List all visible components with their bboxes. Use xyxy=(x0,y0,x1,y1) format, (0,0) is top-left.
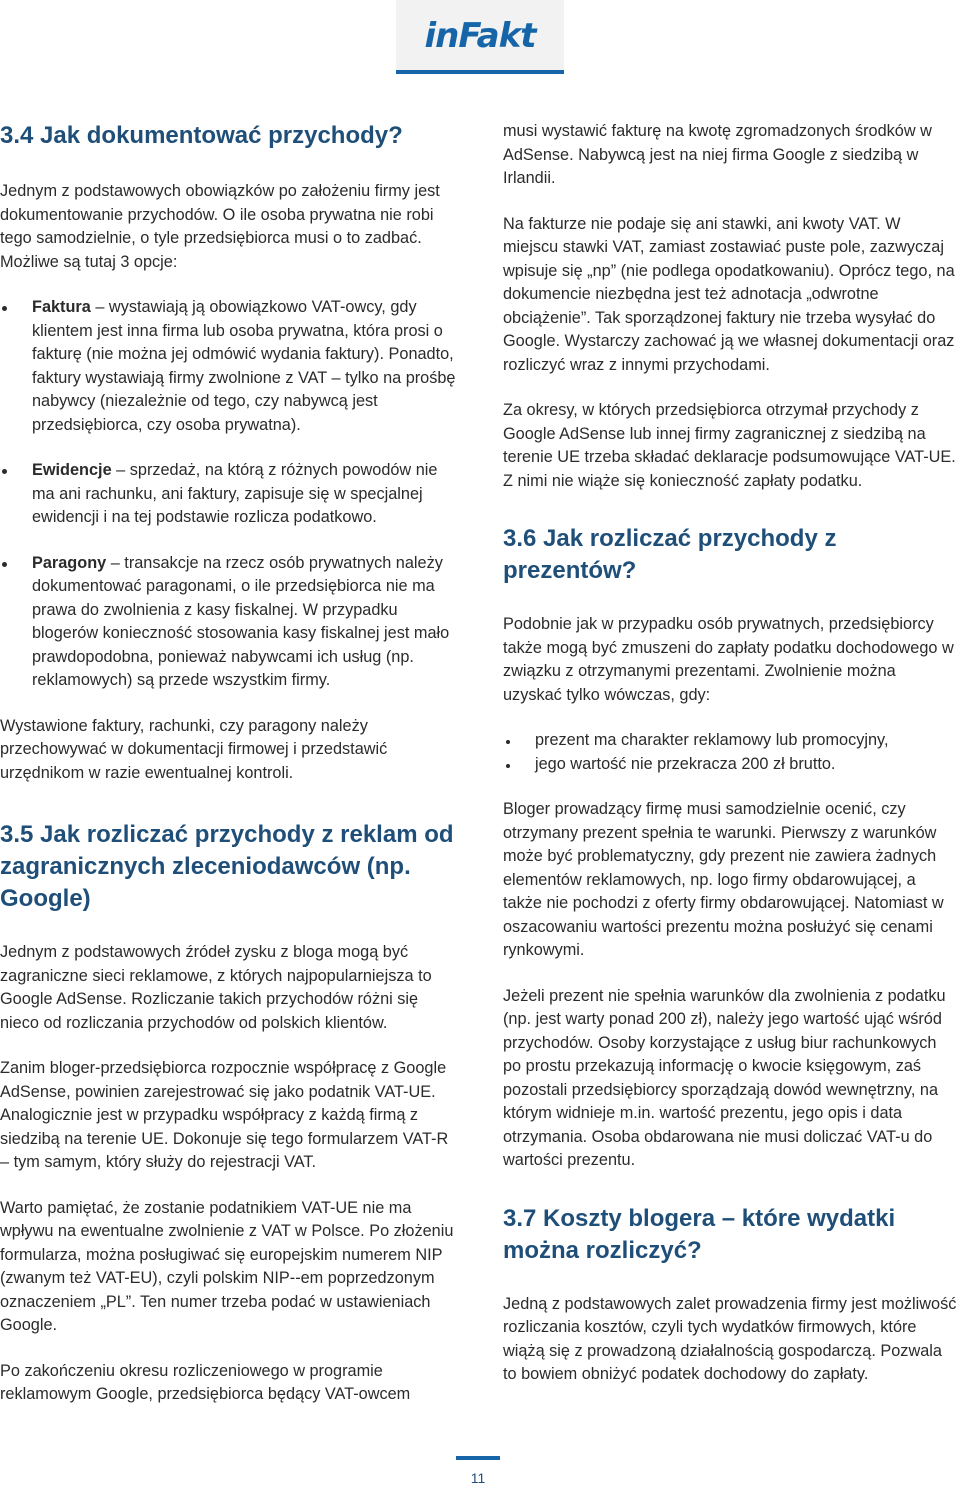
heading-3-6: 3.6 Jak rozliczać przychody z prezentów? xyxy=(503,525,837,584)
paragraph: Jednym z podstawowych obowiązków po założeniu firmy jest dokumentowanie przychodów. O ile osoba prywatna nie robi tego samodzielnie, o tyle przedsiębiorca musi o to zadbać. Możliwe są tutaj 3 opcje: xyxy=(0,182,440,271)
list-item xyxy=(0,552,460,693)
options-list xyxy=(0,296,460,693)
option-term: Faktura xyxy=(32,298,91,316)
left-column xyxy=(0,120,460,1407)
option-term: Paragony xyxy=(32,553,107,572)
paragraph: Jeżeli prezent nie spełnia warunków dla zwolnienia z podatku (np. jest warty ponad 200 zł), należy jego wartość ująć wśród przychodów. Osoby korzystające z usług biur rachunkowych po prostu przekazują informację o kwocie księgowym, zaś pozostali przedsiębiorcy sporządzają dowód wewnętrzny, na którym widnieje m.in. wartość prezentu, jego opis i data otrzymania. Osoba obdarowana nie musi doliczać VAT-u do wartości prezentu. xyxy=(503,986,946,1169)
paragraph: Bloger prowadzący firmę musi samodzielnie ocenić, czy otrzymany prezent spełnia te warunki. Pierwszy z warunków może być problematyczny, gdy prezent nie zawiera żadnych elementów reklamowych, np. logo firmy obdarowującej, a także nie pochodzi z oferty firmy obdarowującej. Natomiast w oszacowaniu wartości prezentu można posłużyć się cenami rynkowymi. xyxy=(503,800,944,959)
list-item: jego wartość nie przekracza 200 zł brutto. xyxy=(503,753,958,777)
paragraph: musi wystawić fakturę na kwotę zgromadzonych środków w AdSense. Nabywcą jest na niej firma Google z siedzibą w Irlandii. xyxy=(503,122,932,187)
paragraph: Zanim bloger-przedsiębiorca rozpocznie współpracę z Google AdSense, powinien zarejestrować się jako podatnik VAT-UE. Analogicznie jest w przypadku współpracy z każdą firmą z siedzibą na terenie UE. Dokonuje się tego formularzem VAT-R – tym samym, który służy do rejestracji VAT. xyxy=(0,1059,449,1171)
paragraph: Warto pamiętać, że zostanie podatnikiem VAT-UE nie ma wpływu na ewentualne zwolnienie z VAT w Polsce. Po złożeniu formularza, można posługiwać się europejskim numerem NIP (zwanym też VAT-EU), czyli polskim NIP--em poprzedzonym oznaczeniem „PL”. Ten numer trzeba podać w ustawieniach Google. xyxy=(0,1198,454,1334)
conditions-list xyxy=(503,729,958,776)
option-term: Ewidencje xyxy=(32,461,112,479)
list-item xyxy=(0,296,460,437)
option-text: – transakcje na rzecz osób prywatnych należy dokumentować paragonami, o ile przedsiębiorca nie ma prawa do zwolnienia z kasy fiskalnej. W przypadku blogerów konieczność stosowania kasy fiskalnej jest mało prawdopodobna, ponieważ nabywcami ich usług (np. reklamowych) są przede wszystkim firmy. xyxy=(32,553,450,689)
paragraph: Po zakończeniu okresu rozliczeniowego w programie reklamowym Google, przedsiębiorca będący VAT-owcem xyxy=(0,1361,411,1403)
right-column xyxy=(503,120,958,1387)
page-number: 11 xyxy=(470,1470,486,1486)
footer-line xyxy=(456,1456,500,1460)
infakt-logo: inFakt xyxy=(424,16,536,56)
list-item xyxy=(0,459,460,530)
heading-3-5: 3.5 Jak rozliczać przychody z reklam od zagranicznych zleceniodawców (np. Google) xyxy=(0,821,454,912)
option-text: – wystawiają ją obowiązkowo VAT-owcy, gdy klientem jest inna firma lub osoba prywatna, która prosi o fakturę (nie można jej odmówić wydania faktury). Ponadto, faktury wystawiają firmy zwolnione z VAT – tylko na prośbę nabywcy (niezależnie od tego, czy nabywcą jest przedsiębiorca, czy osoba prywatna). xyxy=(32,298,456,434)
paragraph: Na fakturze nie podaje się ani stawki, ani kwoty VAT. W miejscu stawki VAT, zamiast zostawiać puste pole, zazwyczaj wpisuje się „np” (nie podlega opodatkowaniu). Oprócz tego, na dokumencie niezbędna jest też adnotacja „odwrotne obciążenie”. Tak sporządzonej faktury nie trzeba wysyłać do Google. Wystarczy zachować ją we własnej dokumentacji oraz rozliczyć wraz z innymi przychodami. xyxy=(503,214,955,374)
paragraph: Za okresy, w których przedsiębiorca otrzymał przychody z Google AdSense lub innej firmy zagranicznej z siedzibą na terenie UE trzeba składać deklaracje podsumowujące VAT-UE. Z nimi nie wiąże się konieczność zapłaty podatku. xyxy=(503,401,956,490)
option-text: – sprzedaż, na którą z różnych powodów nie ma ani rachunku, ani faktury, zapisuje się w specjalnej ewidencji i na tej podstawie rozlicza podatkowo. xyxy=(32,461,438,526)
list-item: prezent ma charakter reklamowy lub promocyjny, xyxy=(503,729,958,753)
paragraph: Podobnie jak w przypadku osób prywatnych, przedsiębiorcy także mogą być zmuszeni do zapłaty podatku dochodowego w związku z otrzymanymi prezentami. Zwolnienie można uzyskać tylko wówczas, gdy: xyxy=(503,615,954,704)
paragraph: Wystawione faktury, rachunki, czy paragony należy przechowywać w dokumentacji firmowej i przedstawić urzędnikom w razie ewentualnej kontroli. xyxy=(0,716,388,782)
heading-3-4: 3.4 Jak dokumentować przychody? xyxy=(0,122,403,149)
paragraph: Jednym z podstawowych źródeł zysku z bloga mogą być zagraniczne sieci reklamowe, z których najpopularniejsza to Google AdSense. Rozliczanie takich przychodów różni się nieco od rozliczania przychodów od polskich klientów. xyxy=(0,943,432,1032)
header-underline xyxy=(396,70,564,74)
heading-3-7: 3.7 Koszty blogera – które wydatki można rozliczyć? xyxy=(503,1204,896,1264)
paragraph: Jedną z podstawowych zalet prowadzenia firmy jest możliwość rozliczania kosztów, czyli tych wydatków firmowych, które wiążą się z prowadzoną działalnością gospodarczą. Pozwala to bowiem obniżyć podatek dochodowy do zapłaty. xyxy=(503,1294,957,1383)
